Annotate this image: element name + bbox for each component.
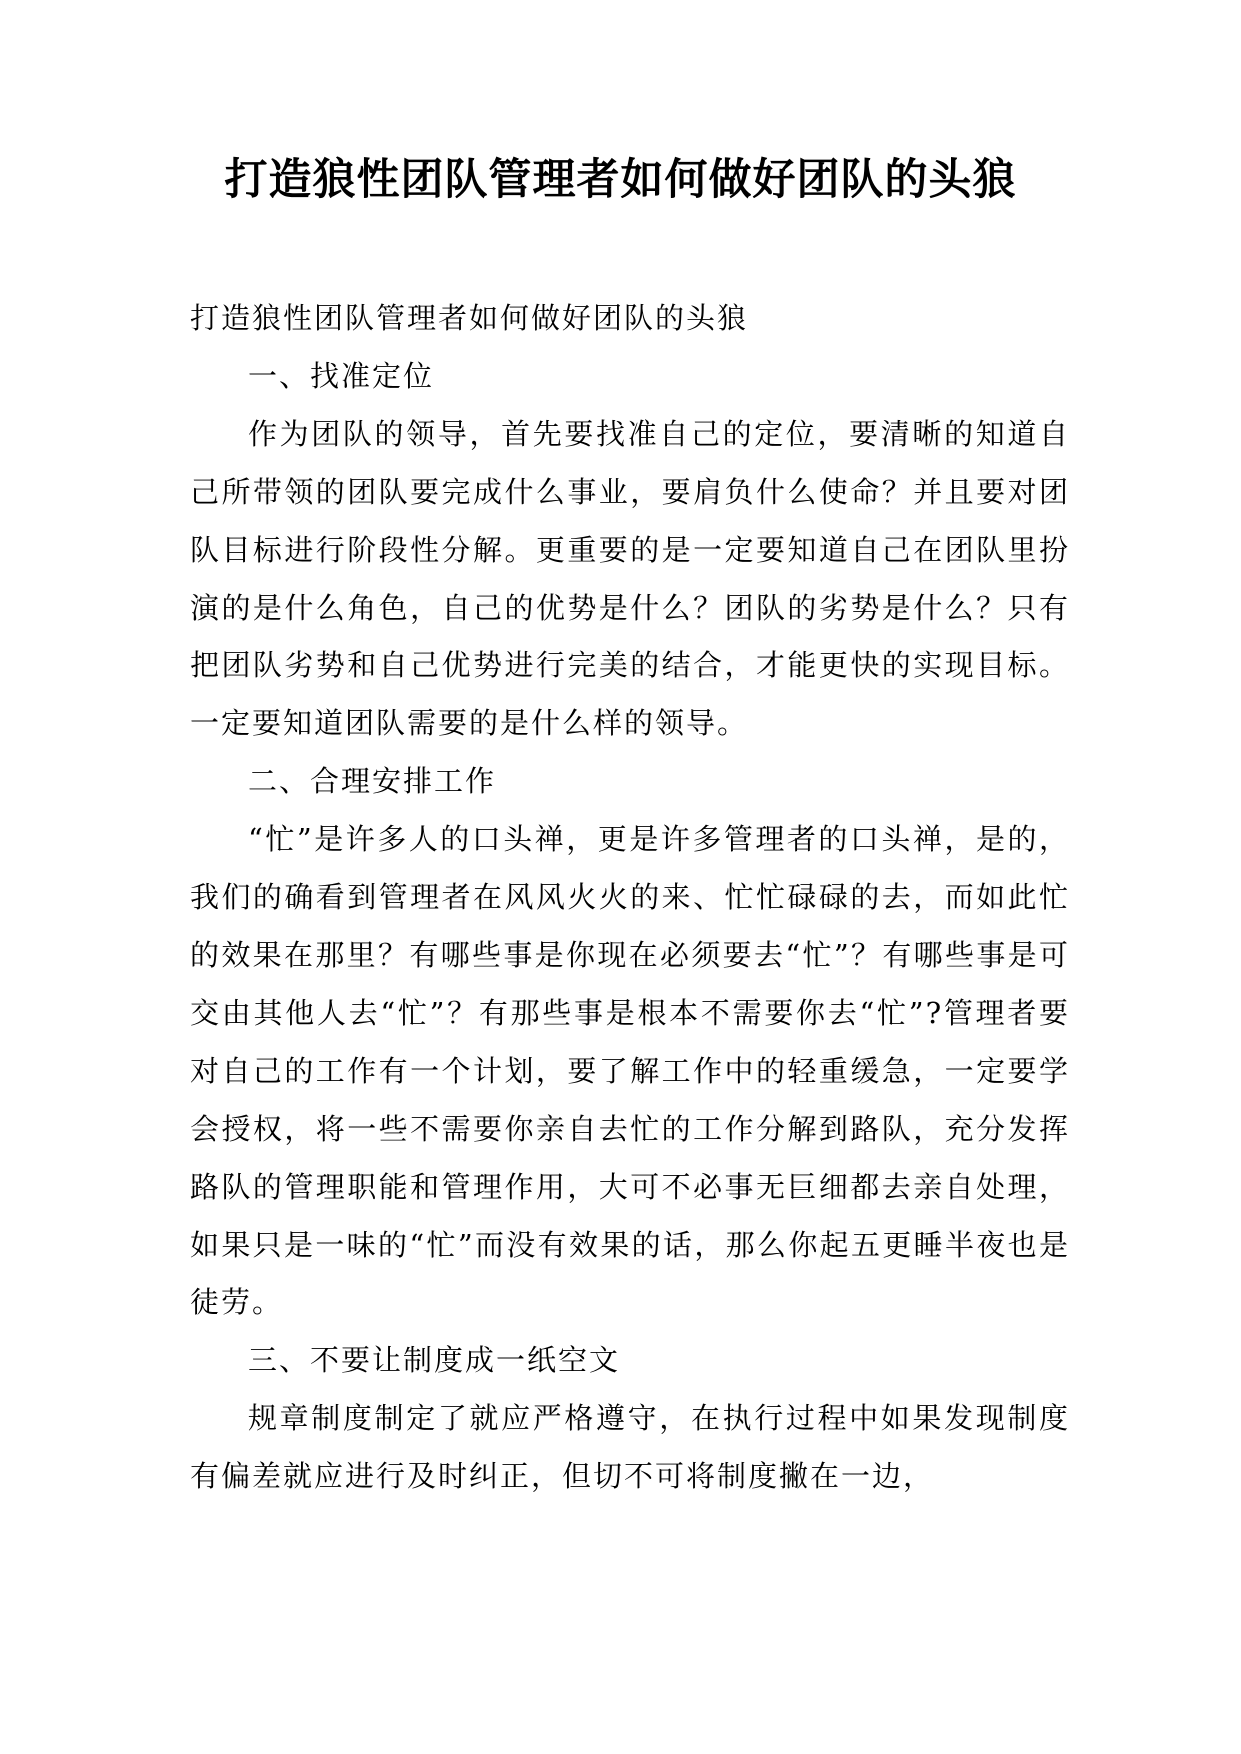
paragraph-1: 作为团队的领导，首先要找准自己的定位，要清晰的知道自己所带领的团队要完成什么事业，要肩负什么使命？并且要对团队目标进行阶段性分解。更重要的是一定要知道自己在团队里扮演的是什么角色，自己的优势是什么？团队的劣势是什么？只有把团队劣势和自己优势进行完美的结合，才能更快的实现目标。一定要知道团队需要的是什么样的领导。 [190,416,1070,741]
document-title: 打造狼性团队管理者如何做好团队的头狼 [224,155,1017,205]
body-heading-line: 打造狼性团队管理者如何做好团队的头狼 [190,301,749,335]
paragraph-2: “忙”是许多人的口头禅，更是许多管理者的口头禅，是的，我们的确看到管理者在风风火火的来、忙忙碌碌的去，而如此忙的效果在那里？有哪些事是你现在必须要去“忙”？有哪些事是可交由其他人去“忙”？有那些事是根本不需要你去“忙”?管理者要对自己的工作有一个计划，要了解工作中的轻重缓急，一定要学会授权，将一些不需要你亲自去忙的工作分解到路队，充分发挥路队的管理职能和管理作用，大可不必事无巨细都去亲自处理，如果只是一味的“忙”而没有效果的话，那么你起五更睡半夜也是徒劳。 [190,822,1070,1320]
paragraph-3: 规章制度制定了就应严格遵守，在执行过程中如果发现制度有偏差就应进行及时纠正，但切不可将制度撇在一边， [190,1401,1070,1494]
document-body [190,290,1070,1506]
section-heading-3: 三、不要让制度成一纸空文 [248,1343,621,1378]
section-heading-1: 一、找准定位 [248,358,435,393]
section-heading-2: 二、合理安排工作 [248,764,497,799]
